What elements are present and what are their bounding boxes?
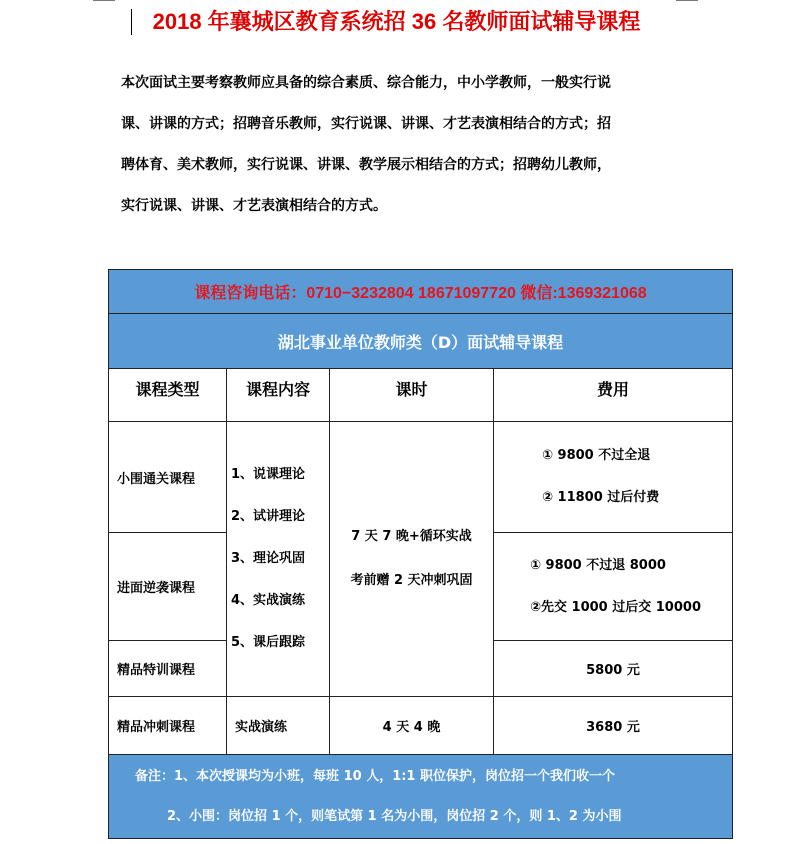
intro-line: 本次面试主要考察教师应具备的综合素质、综合能力，中小学教师，一般实行说 [121, 75, 611, 91]
shared-hours-cell [330, 422, 494, 697]
note-line: 2、小围：岗位招 1 个，则笔试第 1 名为小围，岗位招 2 个，则 1、2 为小围 [167, 808, 622, 824]
fee-cell: 3680 元 [494, 697, 733, 755]
table-subtitle: 湖北事业单位教师类（D）面试辅导课程 [109, 314, 733, 369]
course-type-cell: 精品冲刺课程 [109, 697, 227, 755]
content-item: 5、课后跟踪 [231, 635, 306, 650]
intro-line: 聘体育、美术教师，实行说课、讲课、教学展示相结合的方式；招聘幼儿教师， [121, 157, 611, 173]
consult-phone-banner: 课程咨询电话：0710−3232804 18671097720 微信:1369321068 [109, 270, 733, 314]
fee-option: ② 11800 过后付费 [542, 490, 660, 505]
fee-cell [494, 533, 733, 641]
course-type-cell: 精品特训课程 [109, 641, 227, 697]
page-corner-mark-left [93, 0, 115, 1]
content-item: 4、实战演练 [231, 593, 306, 608]
fee-cell: 5800 元 [494, 641, 733, 697]
hours-line: 7 天 7 晚+循环实战 [351, 529, 472, 544]
fee-option: ① 9800 不过全退 [542, 448, 651, 463]
content-cell: 实战演练 [227, 697, 330, 755]
content-item: 1、说课理论 [231, 467, 306, 482]
fee-option: ① 9800 不过退 8000 [530, 557, 666, 573]
header-hours: 课时 [330, 369, 494, 422]
course-table [108, 269, 733, 839]
content-item: 3、理论巩固 [231, 551, 306, 566]
shared-content-cell [227, 422, 330, 697]
header-course-type: 课程类型 [109, 369, 227, 422]
document-title: 2018 年襄城区教育系统招 36 名教师面试辅导课程 [152, 9, 641, 34]
hours-line: 考前赠 2 天冲刺巩固 [350, 573, 473, 588]
page-corner-mark-right [676, 0, 698, 1]
intro-paragraph [121, 63, 701, 227]
header-fee: 费用 [494, 369, 733, 422]
note-line: 备注：1、本次授课均为小班，每班 10 人，1:1 职位保护，岗位招一个我们收一个 [135, 768, 616, 784]
header-course-content: 课程内容 [227, 369, 330, 422]
fee-option: ②先交 1000 过后交 10000 [530, 599, 701, 615]
hours-cell: 4 天 4 晚 [330, 697, 494, 755]
course-type-cell: 小围通关课程 [109, 422, 227, 533]
notes-cell [109, 755, 733, 839]
intro-line: 课、讲课的方式；招聘音乐教师，实行说课、讲课、才艺表演相结合的方式；招 [121, 116, 611, 132]
intro-line: 实行说课、讲课、才艺表演相结合的方式。 [121, 198, 387, 214]
content-item: 2、试讲理论 [231, 509, 306, 524]
course-type-cell: 进面逆袭课程 [109, 533, 227, 641]
fee-cell [494, 422, 733, 533]
